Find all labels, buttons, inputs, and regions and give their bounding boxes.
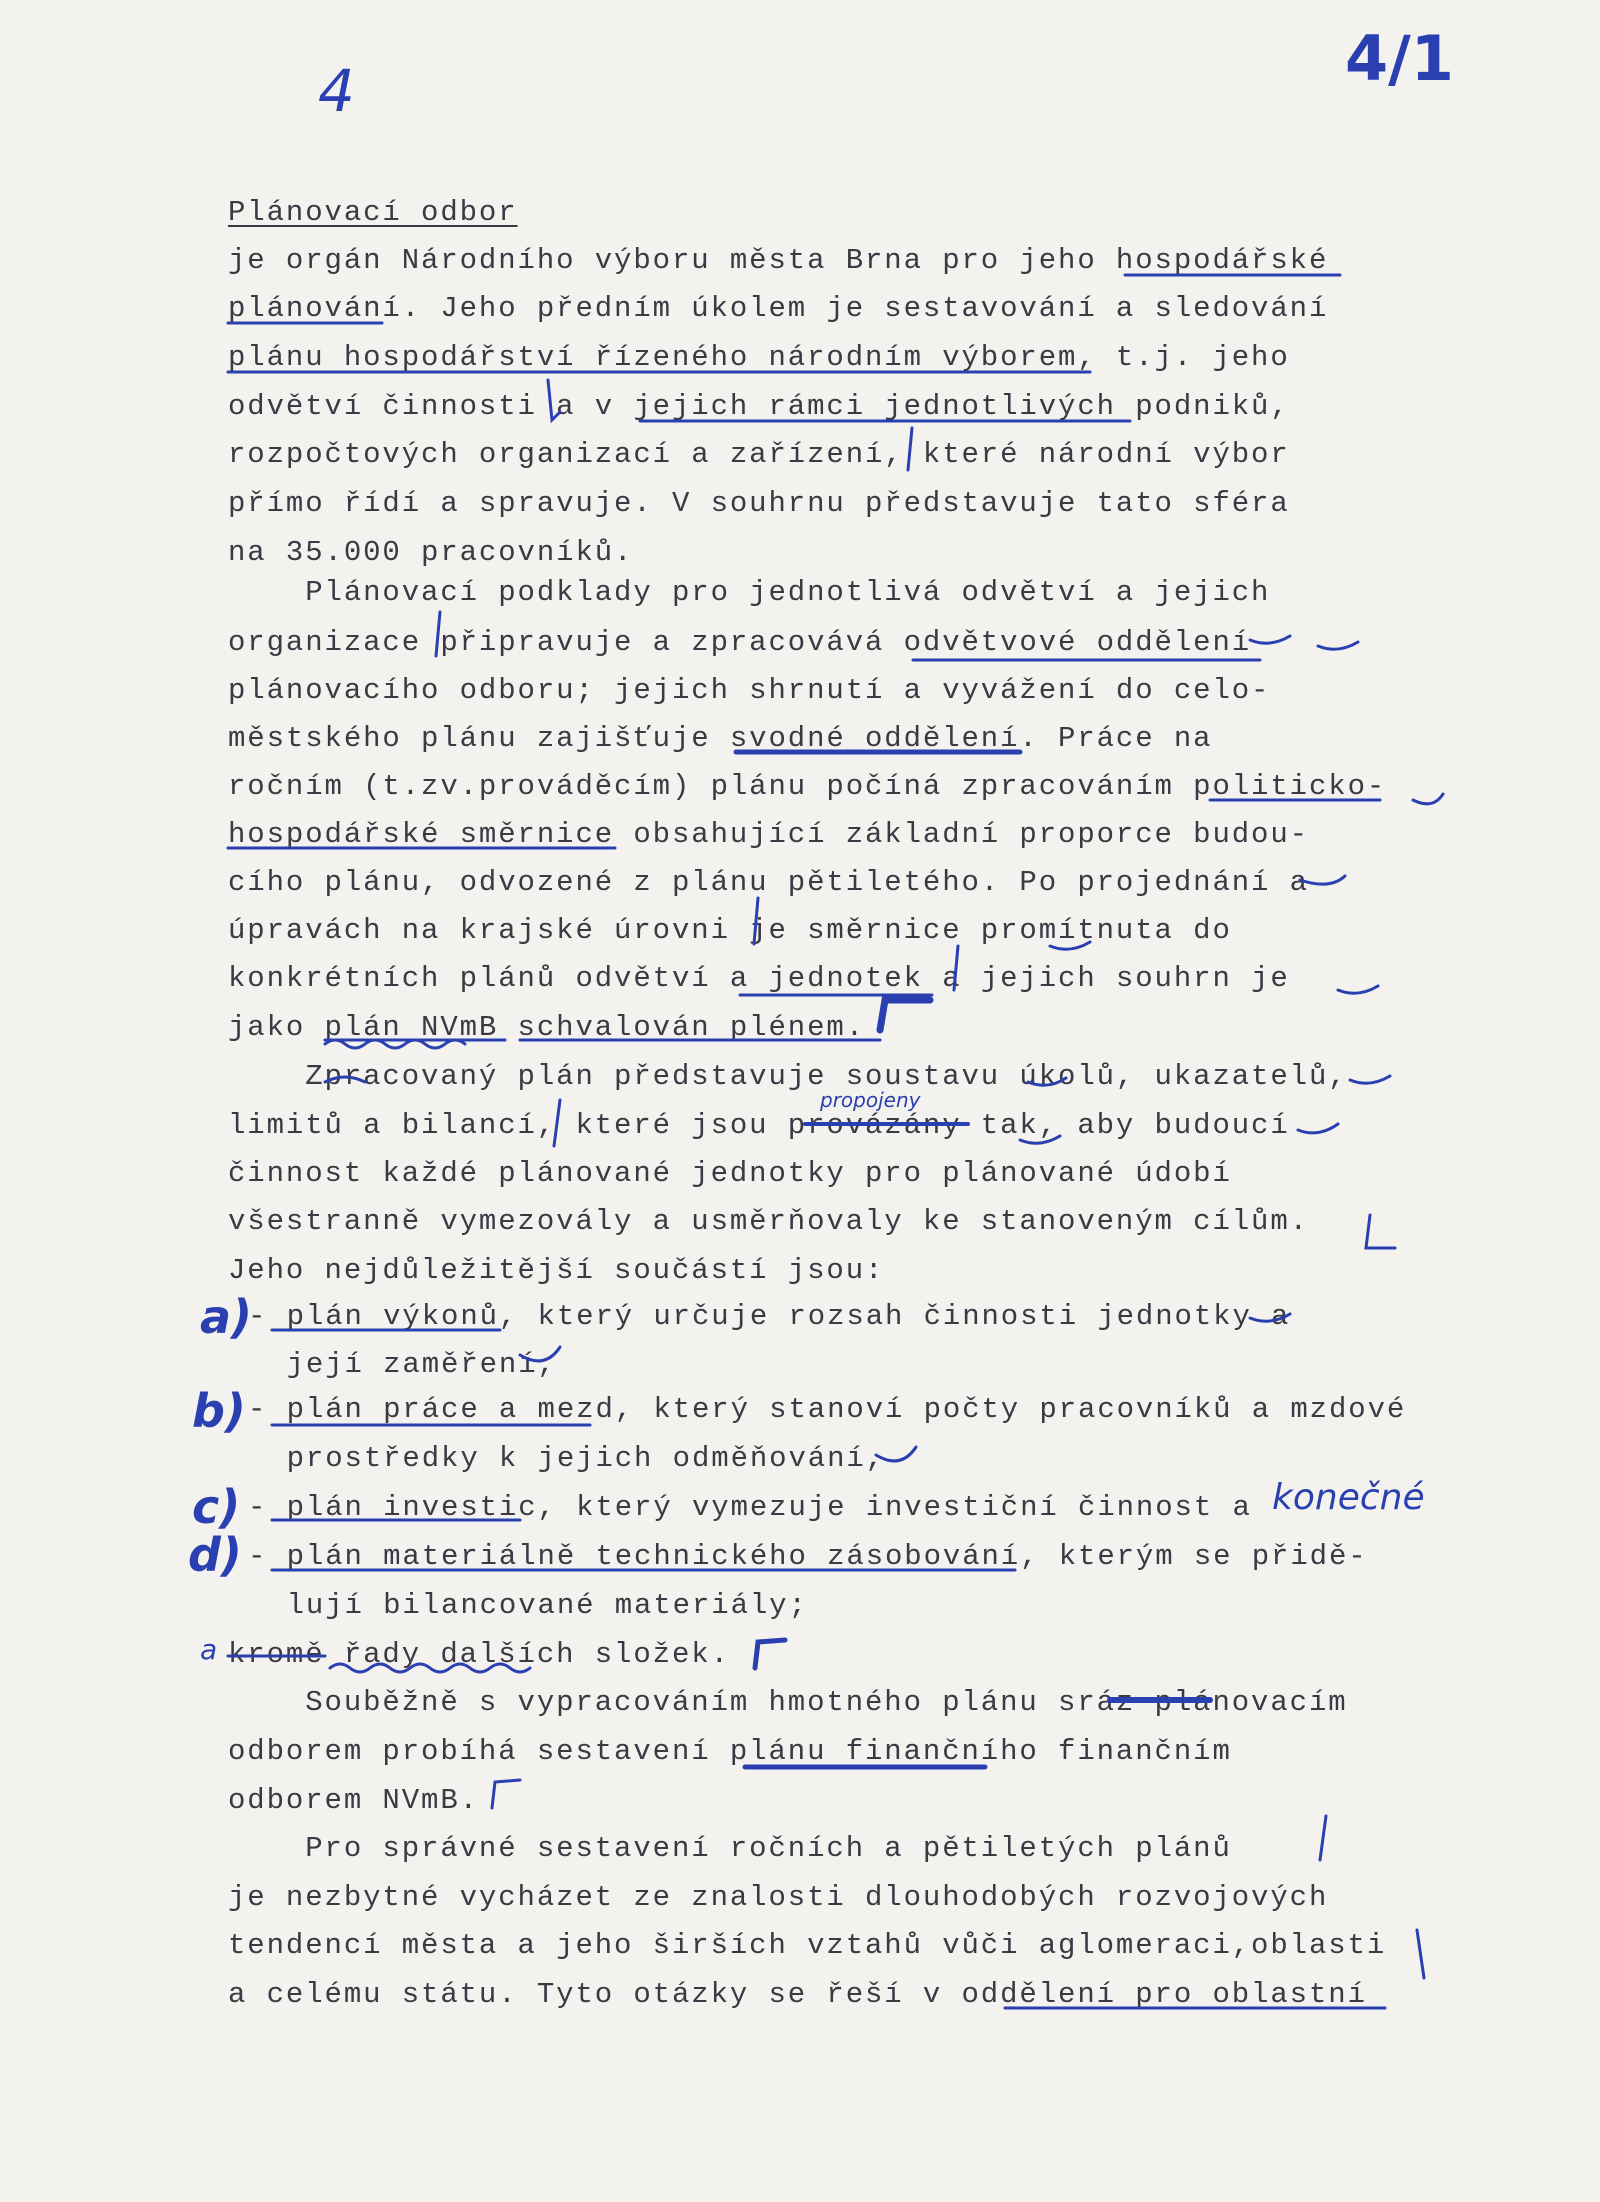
text-line: městského plánu zajišťuje svodné oddělení. Práce na bbox=[228, 722, 1213, 755]
list-marker-d: d) bbox=[188, 1528, 242, 1582]
text-line: Pro správné sestavení ročních a pětiletých plánů bbox=[228, 1832, 1232, 1865]
text-line: - plán práce a mezd, který stanoví počty pracovníků a mzdové bbox=[248, 1393, 1407, 1426]
text-line: kromě řady dalších složek. bbox=[228, 1638, 730, 1671]
ink-flourish bbox=[1338, 986, 1378, 993]
text-line: odborem NVmB. bbox=[228, 1784, 479, 1817]
ink-paragraph-mark bbox=[880, 1000, 930, 1030]
text-line: lují bilancované materiály; bbox=[248, 1589, 808, 1622]
list-marker-b: b) bbox=[192, 1384, 246, 1438]
text-line: na 35.000 pracovníků. bbox=[228, 536, 634, 569]
text-line: Souběžně s vypracováním hmotného plánu sráz plánovacím bbox=[228, 1686, 1348, 1719]
text-line: Jeho nejdůležitější součástí jsou: bbox=[228, 1254, 885, 1287]
text-line: - plán investic, který vymezuje investiční činnost a bbox=[248, 1491, 1252, 1524]
text-line: rozpočtových organizací a zařízení, které národní výbor bbox=[228, 438, 1290, 471]
page-number-left: 4 bbox=[318, 57, 355, 125]
ink-flourish bbox=[1318, 642, 1358, 649]
annotation-konecne: konečné bbox=[1272, 1477, 1425, 1518]
text-line: hospodářské směrnice obsahující základní proporce budou- bbox=[228, 818, 1309, 851]
text-line: činnost každé plánované jednotky pro plánované údobí bbox=[228, 1157, 1232, 1190]
annotation-insert-a: a bbox=[200, 1633, 218, 1666]
text-line: prostředky k jejich odměňování, bbox=[248, 1442, 885, 1475]
ink-mark bbox=[1417, 1930, 1424, 1978]
text-line: všestranně vymezovály a usměrňovaly ke stanoveným cílům. bbox=[228, 1205, 1309, 1238]
text-line: organizace připravuje a zpracovává odvětvové oddělení bbox=[228, 626, 1252, 659]
ink-mark bbox=[1366, 1215, 1395, 1248]
text-line: ročním (t.zv.prováděcím) plánu počíná zpracováním politicko- bbox=[228, 770, 1387, 803]
text-line: plánu hospodářství řízeného národním výborem, t.j. jeho bbox=[228, 341, 1290, 374]
text-line: plánovacího odboru; jejich shrnutí a vyvážení do celo- bbox=[228, 674, 1271, 707]
ink-flourish bbox=[1250, 636, 1290, 643]
ink-flourish bbox=[1350, 1076, 1390, 1083]
text-line: a celému státu. Tyto otázky se řeší v oddělení pro oblastní bbox=[228, 1978, 1367, 2011]
text-line: odvětví činnosti a v jejich rámci jednotlivých podniků, bbox=[228, 390, 1290, 423]
ink-flourish bbox=[1413, 794, 1443, 804]
text-line: její zaměření, bbox=[248, 1348, 557, 1381]
text-line: cího plánu, odvozené z plánu pětiletého. Po projednání a bbox=[228, 866, 1309, 899]
text-line: tendencí města a jeho širších vztahů vůči aglomeraci,oblasti bbox=[228, 1929, 1387, 1962]
text-line: plánování. Jeho předním úkolem je sestavování a sledování bbox=[228, 292, 1329, 325]
list-marker-c: c) bbox=[192, 1480, 241, 1534]
ink-flourish bbox=[1298, 1124, 1338, 1133]
page-number-right: 4/1 bbox=[1345, 22, 1454, 95]
text-line: - plán výkonů, který určuje rozsah činnosti jednotky a bbox=[248, 1300, 1291, 1333]
text-line: úpravách na krajské úrovni je směrnice promítnuta do bbox=[228, 914, 1232, 947]
text-line: přímo řídí a spravuje. V souhrnu představuje tato sféra bbox=[228, 487, 1290, 520]
text-line: - plán materiálně technického zásobování, kterým se přidě- bbox=[248, 1540, 1368, 1573]
ink-mark bbox=[1320, 1816, 1326, 1860]
text-line: je orgán Národního výboru města Brna pro jeho hospodářské bbox=[228, 244, 1329, 277]
list-marker-a: a) bbox=[200, 1290, 253, 1344]
text-line: Zpracovaný plán představuje soustavu úkolů, ukazatelů, bbox=[228, 1060, 1348, 1093]
text-line: Plánovací podklady pro jednotlivá odvětví a jejich bbox=[228, 576, 1271, 609]
text-line: je nezbytné vycházet ze znalosti dlouhodobých rozvojových bbox=[228, 1881, 1329, 1914]
annotation-propojeny: propojeny bbox=[820, 1088, 921, 1112]
text-line: jako plán NVmB schvalován plénem. bbox=[228, 1011, 865, 1044]
text-line: limitů a bilancí, které jsou provázány tak, aby budoucí bbox=[228, 1109, 1290, 1142]
text-line: konkrétních plánů odvětví a jednotek a jejich souhrn je bbox=[228, 962, 1290, 995]
document-heading: Plánovací odbor bbox=[228, 196, 518, 229]
ink-paragraph-mark bbox=[755, 1640, 785, 1668]
text-line: odborem probíhá sestavení plánu finančního finančním bbox=[228, 1735, 1232, 1768]
ink-paragraph-mark bbox=[492, 1780, 520, 1808]
